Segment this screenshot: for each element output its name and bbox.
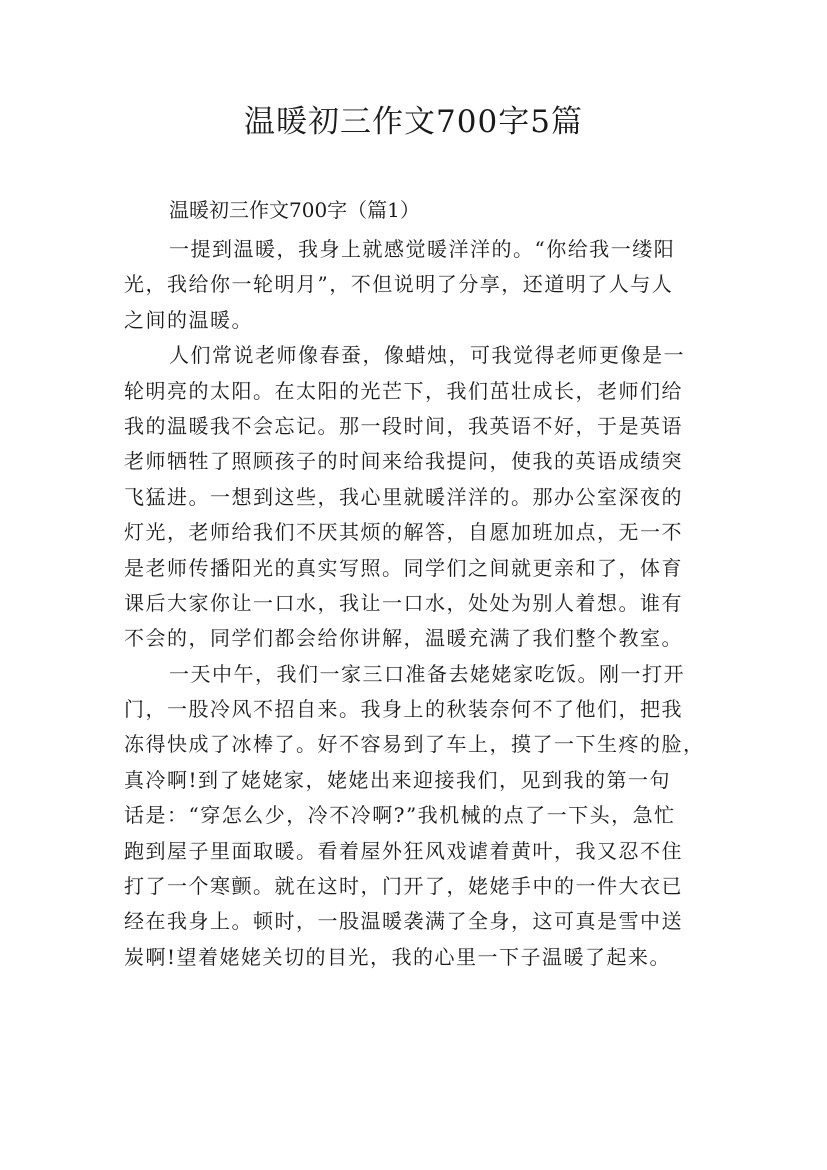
text-line: 飞猛进。一想到这些，我心里就暖洋洋的。那办公室深夜的 bbox=[124, 484, 683, 509]
text-line: 话是：“穿怎么少，冷不冷啊?”我机械的点了一下头，急忙 bbox=[124, 803, 676, 828]
text-line: 一天中午，我们一家三口准备去姥姥家吃饭。刚一打开 bbox=[169, 661, 685, 686]
paragraph bbox=[124, 338, 714, 657]
text-line: 经在我身上。顿时，一股温暖袭满了全身，这可真是雪中送 bbox=[124, 909, 683, 934]
text-line: 轮明亮的太阳。在太阳的光芒下，我们茁壮成长，老师们给 bbox=[124, 378, 683, 403]
text-line: 炭啊!望着姥姥关切的目光，我的心里一下子温暖了起来。 bbox=[124, 944, 672, 969]
text-line: 一提到温暖，我身上就感觉暖洋洋的。“你给我一缕阳 bbox=[169, 237, 676, 261]
text-line: 人们常说老师像春蚕，像蜡烛，可我觉得老师更像是一 bbox=[169, 343, 685, 368]
text-line: 冻得快成了冰棒了。好不容易到了车上，摸了一下生疼的脸， bbox=[124, 732, 705, 757]
text-line: 老师牺牲了照顾孩子的时间来给我提问，使我的英语成绩突 bbox=[124, 449, 683, 474]
text-line: 之间的温暖。 bbox=[124, 307, 253, 332]
paragraph bbox=[124, 657, 714, 976]
text-line: 跑到屋子里面取暖。看着屋外狂风戏谑着黄叶，我又忍不住 bbox=[124, 838, 683, 863]
text-line: 是老师传播阳光的真实写照。同学们之间就更亲和了，体育 bbox=[124, 555, 683, 580]
text-line: 我的温暖我不会忘记。那一段时间，我英语不好，于是英语 bbox=[124, 413, 683, 438]
text-line: 课后大家你让一口水，我让一口水，处处为别人着想。谁有 bbox=[124, 590, 683, 615]
text-line: 门，一股冷风不招自来。我身上的秋装奈何不了他们，把我 bbox=[124, 697, 683, 722]
document-body bbox=[124, 232, 714, 975]
paragraph bbox=[124, 232, 714, 338]
text-line: 灯光，老师给我们不厌其烦的解答，自愿加班加点，无一不 bbox=[124, 520, 683, 545]
text-line: 真冷啊!到了姥姥家，姥姥出来迎接我们，见到我的第一句 bbox=[124, 767, 672, 792]
text-line: 光，我给你一轮明月”，不但说明了分享，还道明了人与人 bbox=[124, 272, 674, 297]
text-line: 打了一个寒颤。就在这时，门开了，姥姥手中的一件大衣已 bbox=[124, 874, 683, 899]
section-heading: 温暖初三作文700字（篇1） bbox=[169, 198, 420, 222]
document-title: 温暖初三作文700字5篇 bbox=[244, 104, 583, 140]
text-line: 不会的，同学们都会给你讲解，温暖充满了我们整个教室。 bbox=[124, 626, 683, 651]
